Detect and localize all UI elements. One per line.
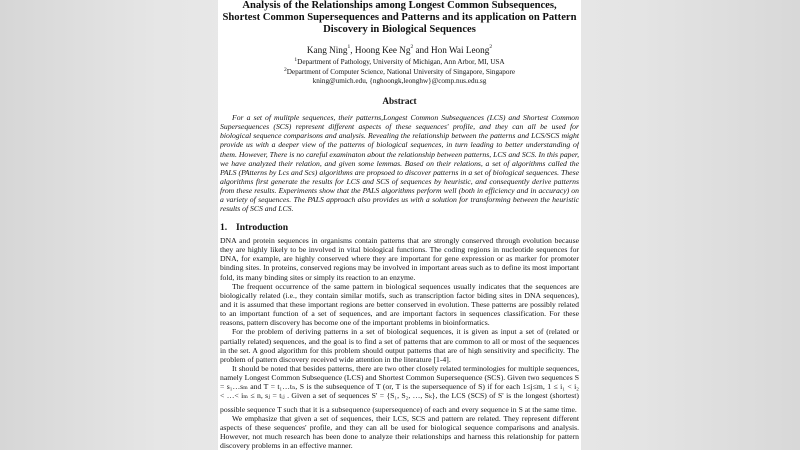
introduction-body bbox=[220, 236, 579, 450]
title-line: Discovery in Biological Sequences bbox=[323, 24, 476, 36]
text-line: For the problem of deriving patterns in a set of biological sequences, it is given as input a set of (related or bbox=[232, 327, 579, 337]
affiliation-mark: 2 bbox=[283, 67, 287, 73]
text-line: them. However, There is no careful examinaton about the relationship between patterns, LCS and SCS. In this paper, bbox=[220, 149, 579, 159]
text-line: biological sequence comparisons and analysis. Revealing the relationship between the patterns and LCS/SCS might bbox=[220, 131, 579, 141]
affiliation-mark: 1 bbox=[294, 57, 298, 63]
section-heading bbox=[220, 222, 288, 233]
abstract-heading: Abstract bbox=[382, 96, 417, 106]
text-line: in the set. A good algorithm for this problem should output patterns that are of high sensitivity and specificity. The bbox=[220, 345, 579, 355]
text-line: problem of pattern discovery received wide attention in the literature [1-4]. bbox=[220, 354, 451, 364]
author-separator: and bbox=[413, 45, 432, 55]
text-line: It should be noted that besides patterns, there are two other closely related terminologies for multiple sequences, bbox=[232, 363, 579, 373]
paragraph bbox=[220, 282, 579, 328]
text-line: algorithms first generate the results for LCS and SCS of sequences by heuristic, and consequently derive patterns bbox=[220, 176, 579, 186]
text-line: biologically related (i.e., they contain similar motifs, such as transcription factor biding sites in DNA sequences), bbox=[220, 290, 579, 300]
author-affiliation-mark: 1 bbox=[347, 44, 351, 50]
author-affiliation-mark: 2 bbox=[489, 44, 493, 50]
author-emails: kning@umich.edu, {nghoongk,leonghw}@comp.nus.edu.sg bbox=[312, 77, 487, 85]
text-line: < …< iₘ ≤ n, sⱼ = tᵢⱼ . Given a set of sequences S' = {S₁, S₂, …, Sₖ}, the LCS (SCS) of S' is the longest (shortest) bbox=[220, 391, 579, 401]
text-line: PALS (PAtterns by Lcs and Scs) algorithms are propsoed to discover patterns in a set of biological sequences. These bbox=[220, 167, 579, 177]
author-separator: , bbox=[350, 45, 355, 55]
author-list bbox=[218, 45, 581, 55]
text-line: to an important function of a set of sequences, and are important factors in sequences classification. For these bbox=[220, 309, 579, 319]
author-affiliation-mark: 2 bbox=[410, 44, 414, 50]
text-line: aspects of these sequences' profile, and they can all be used for biological sequence comparisons and analysis. bbox=[220, 422, 579, 432]
paragraph bbox=[220, 414, 579, 450]
text-line: The frequent occurrence of the same pattern in biological sequences usually indicates that the sequences are bbox=[232, 281, 579, 291]
affiliation bbox=[218, 68, 581, 76]
author-name: Hon Wai Leong bbox=[431, 45, 490, 55]
author-name: Kang Ning bbox=[306, 45, 348, 55]
paragraph bbox=[220, 236, 579, 282]
paragraph bbox=[220, 364, 579, 414]
paper-page bbox=[218, 0, 581, 450]
text-line: However, not much research has been done to analyze their relationships and harness this relationship for pattern bbox=[220, 431, 579, 441]
author-name: Hoong Kee Ng bbox=[354, 45, 411, 55]
text-line: fold, its many binding sites or simply its reaction to an enzyme. bbox=[220, 272, 416, 282]
text-line: reasons, pattern discovery has become one of the important problems in bioinformatics. bbox=[220, 318, 490, 328]
text-line: and it is assumed that these important regions are better conserved in evolution. These patterns are possibly related bbox=[220, 299, 579, 309]
text-line: DNA, for example, are highly conserved where they are important for gene expression or as marker for promoter bbox=[220, 254, 579, 264]
affiliation-text: Department of Computer Science, National University of Singapore, Singapore bbox=[286, 68, 516, 76]
text-line: we have analyzed their relation, and given some lemmas. Based on their relations, a set of algorithms called the bbox=[220, 158, 579, 168]
text-line: a variety of sequences. The PALS approach also provides us with a solution for transforming between the heuristic bbox=[220, 195, 579, 205]
text-line: partially related) sequences, and the goal is to find a set of patterns that are common to all or most of the sequences bbox=[220, 336, 579, 346]
text-line: results of SCS and LCS. bbox=[220, 204, 294, 214]
paragraph bbox=[220, 327, 579, 364]
text-line: possible sequence T such that it is a subsequence (supersequence) of each and every sequence in S at the same time. bbox=[220, 404, 577, 414]
title-line: Shortest Common Supersequences and Patterns and its application on Pattern bbox=[222, 12, 577, 24]
text-line: discovery problems in an effective manner. bbox=[220, 441, 353, 450]
text-line: For a set of mulitple sequences, their patterns,Longest Common Subsequences (LCS) and Shortest Common bbox=[232, 113, 579, 122]
section-number: 1. bbox=[220, 222, 228, 233]
title-line: Analysis of the Relationships among Longest Common Subsequences, bbox=[242, 0, 557, 11]
text-line: provide us with a deeper view of the patterns of biological sequences, in turn leading to better understanding of bbox=[220, 140, 579, 150]
text-line: Supersequences (SCS) represent different aspects of these sequences' profile, and they can all be used for bbox=[220, 122, 579, 132]
abstract-body bbox=[220, 113, 579, 214]
paper-title bbox=[218, 0, 581, 37]
affiliation bbox=[218, 58, 581, 66]
text-line: binding sites. In proteins, conserved regions may be involved in important areas such as to define its most important bbox=[220, 263, 579, 273]
text-line: = s₁…sₘ and T = t₁…tₙ, S is the subsequence of T (or, T is the supersequence of S) if for each 1≤j≤m, 1 ≤ i₁ < i₂ bbox=[220, 382, 579, 392]
text-line: We emphasize that given a set of sequences, their LCS, SCS and pattern are related. They represent different bbox=[232, 413, 579, 423]
text-line: namely Longest Common Subsequence (LCS) and Shortest Common Supersequence (SCS). Given two sequences S bbox=[220, 373, 579, 383]
text-line: they are highly likely to be involved in vital biological functions. The coding regions in nucleotide sequences for bbox=[220, 245, 579, 255]
text-line: from these results. Experiments show that the PALS algorithms perform well (both in efficiency and in accuracy) on bbox=[220, 186, 579, 196]
affiliation-text: Department of Pathology, University of Michigan, Ann Arbor, MI, USA bbox=[297, 58, 505, 66]
section-title: Introduction bbox=[236, 222, 289, 233]
text-line: DNA and protein sequences in organisms contain patterns that are strongly conserved through evolution because bbox=[220, 236, 579, 245]
